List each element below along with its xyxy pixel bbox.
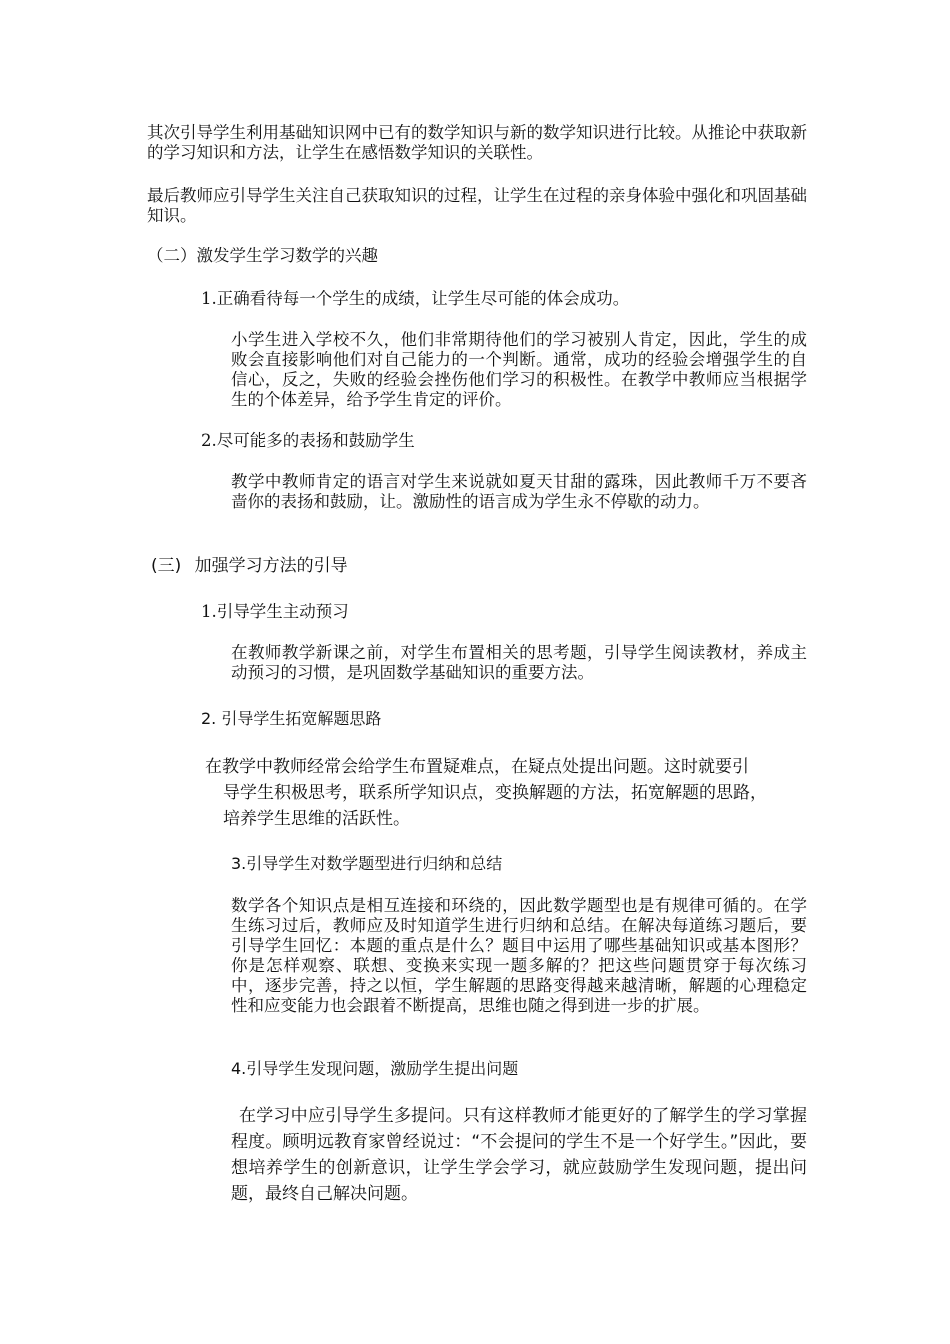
section-title: 加强学习方法的引导	[194, 556, 348, 576]
subheading-preview: 1.引导学生主动预习	[201, 602, 349, 621]
section-heading-interest: （二）激发学生学习数学的兴趣	[147, 246, 378, 265]
text-line: 在教学中教师经常会给学生布置疑难点，在疑点处提出问题。这时就要引	[205, 757, 749, 777]
subheading-broaden-thinking: 2. 引导学生拓宽解题思路	[201, 709, 382, 728]
paragraph-praise: 教学中教师肯定的语言对学生来说就如夏天甘甜的露珠，因此教师千万不要吝啬你的表扬和鼓励，让。激励性的语言成为学生永不停歇的动力。	[231, 472, 807, 511]
paragraph-preview: 在教师教学新课之前，对学生布置相关的思考题，引导学生阅读教材，养成主动预习的习惯，是巩固数学基础知识的重要方法。	[231, 643, 807, 682]
paragraph-summarize: 数学各个知识点是相互连接和环绕的，因此数学题型也是有规律可循的。在学生练习过后，教师应及时知道学生进行归纳和总结。在解决每道练习题后，要引导学生回忆：本题的重点是什么？题目中运用了哪些基础知识或基本图形？你是怎样观察、联想、变换来实现一题多解的？把这些问题贯穿于每次练习中，逐步完善，持之以恒，学生解题的思路变得越来越清晰，解题的心理稳定性和应变能力也会跟着不断提高，思维也随之得到进一步的扩展。	[231, 896, 807, 1015]
paragraph-view-grades: 小学生进入学校不久，他们非常期待他们的学习被别人肯定，因此，学生的成败会直接影响他们对自己能力的一个判断。通常，成功的经验会增强学生的自信心，反之，失败的经验会挫伤他们学习的积极性。在教学中教师应当根据学生的个体差异，给予学生肯定的评价。	[231, 330, 807, 409]
subheading-ask-questions: 4.引导学生发现问题，激励学生提出问题	[231, 1059, 519, 1078]
text-line: 导学生积极思考，联系所学知识点，变换解题的方法，拓宽解题的思路，	[223, 783, 767, 803]
subheading-praise: 2.尽可能多的表扬和鼓励学生	[201, 431, 415, 450]
section-number: (三)	[151, 556, 182, 576]
subheading-view-grades: 1.正确看待每一个学生的成绩，让学生尽可能的体会成功。	[201, 289, 630, 308]
paragraph-ask-questions: 在学习中应引导学生多提问。只有这样教师才能更好的了解学生的学习掌握程度。顾明远教育家曾经说过：“不会提问的学生不是一个好学生。”因此，要想培养学生的创新意识，让学生学会学习，就应鼓励学生发现问题，提出问题，最终自己解决问题。	[231, 1106, 807, 1204]
text-line: 培养学生思维的活跃性。	[223, 809, 410, 829]
subheading-summarize: 3.引导学生对数学题型进行归纳和总结	[231, 854, 503, 873]
section-heading-methods	[151, 555, 771, 577]
paragraph-knowledge-process: 最后教师应引导学生关注自己获取知识的过程，让学生在过程的亲身体验中强化和巩固基础知识。	[147, 186, 807, 225]
paragraph-broaden-thinking	[205, 754, 815, 832]
paragraph-compare-knowledge: 其次引导学生利用基础知识网中已有的数学知识与新的数学知识进行比较。从推论中获取新的学习知识和方法，让学生在感悟数学知识的关联性。	[147, 123, 807, 162]
